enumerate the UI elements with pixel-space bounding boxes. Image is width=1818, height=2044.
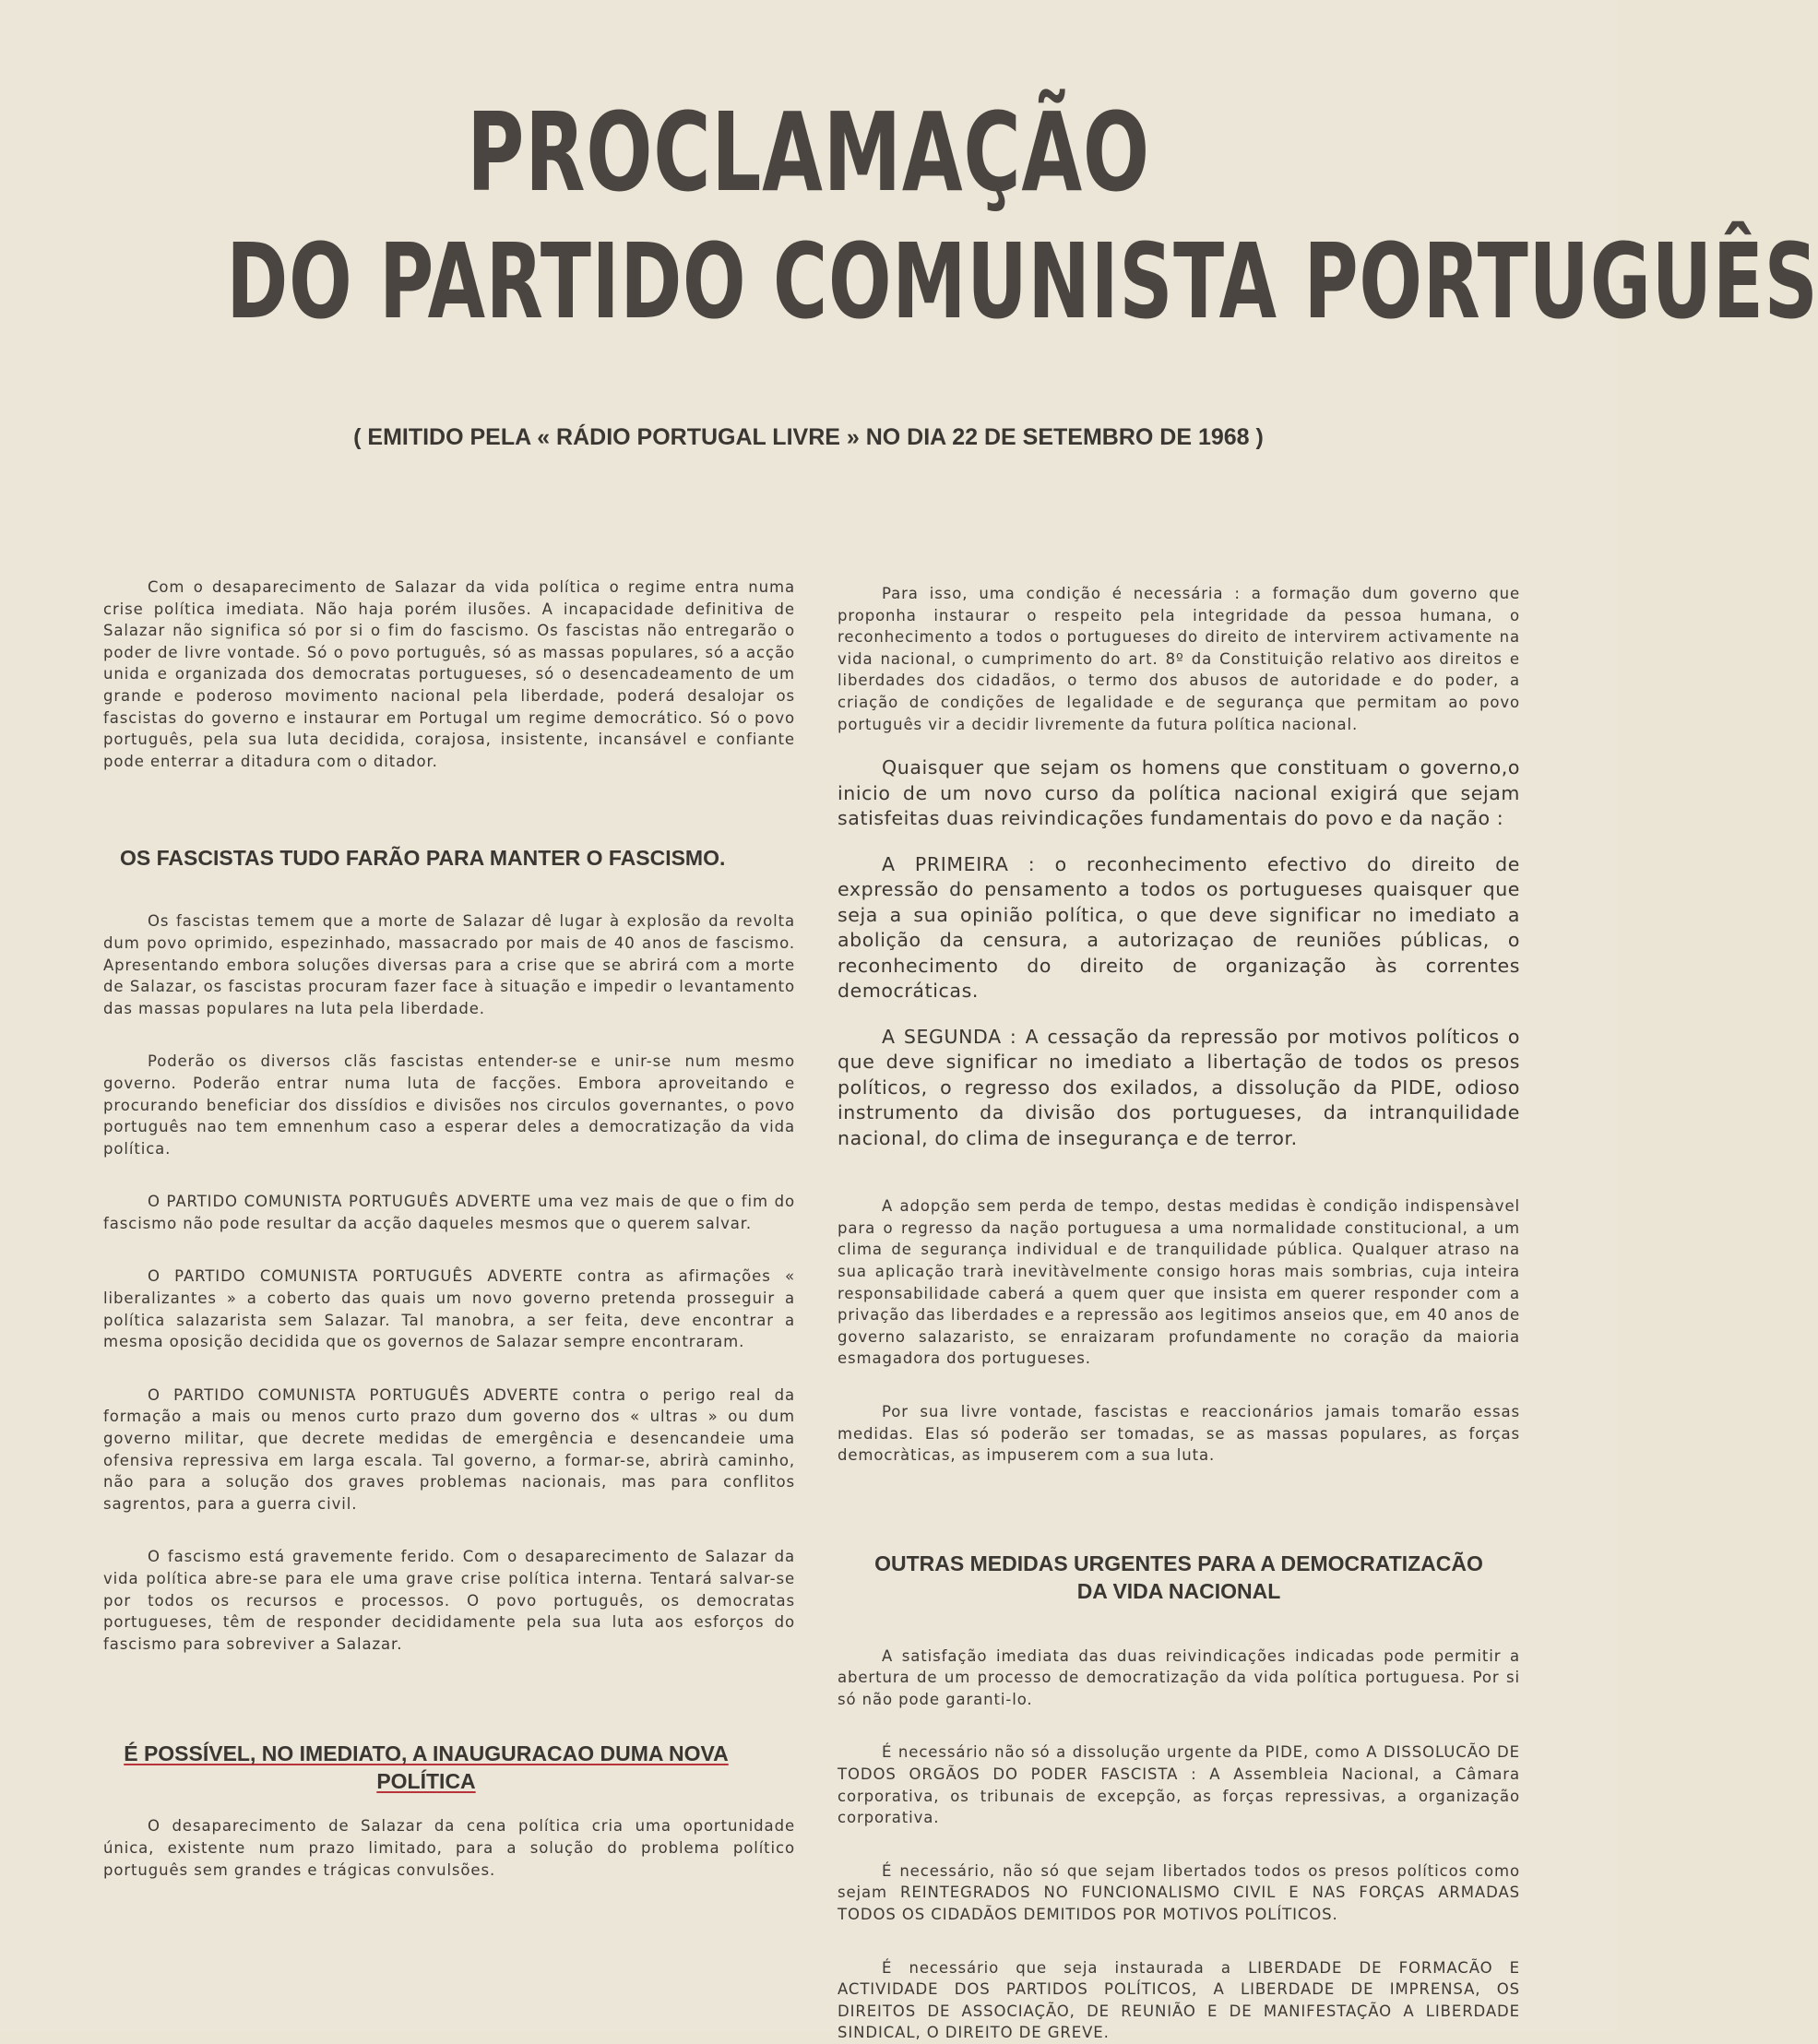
right-heading-medidas xyxy=(838,1550,1520,1605)
right-column xyxy=(838,583,1520,2044)
right-paragraph-6: Por sua livre vontade, fascistas e reaccionários jamais tomarão essas medidas. Elas só poderão ser tomadas, se as massas populares, as forças democràticas, as impuserem com a sua luta. xyxy=(838,1402,1520,1465)
right-paragraph-1: Para isso, uma condição é necessária : a formação dum governo que proponha instaurar o respeito pela integridade da pessoa humana, o reconhecimento a todos o portugueses do direito de intervirem activamente na vida nacional, o cumprimento do art. 8º da Constituição relativo aos direitos e liberdades dos cidadãos, o termo dos abusos de autoridade e do poder, a criação de condições de legalidade e de segurança que permitam ao povo português vir a decidir livremente da futura política nacional. xyxy=(838,585,1520,733)
right-paragraph-4: A SEGUNDA : A cessação da repressão por motivos políticos o que deve significar no imediato a libertação de todos os presos políticos, o regresso dos exilados, a dissolução da PIDE, odioso instrumento da divisão dos portugueses, da intranquilidade nacional, do clima de insegurança e de terror. xyxy=(838,1025,1520,1149)
right-heading-medidas-line-1: OUTRAS MEDIDAS URGENTES PARA A DEMOCRATIZACÃO xyxy=(874,1551,1483,1575)
left-paragraph-7: O fascismo está gravemente ferido. Com o desaparecimento de Salazar da vida política abre-se para ele uma grave crise política interna. Tentará salvar-se por todos os recursos e processos. O povo português, os democratas portugueses, têm de responder decididamente pela sua luta aos esforços do fascismo para sobreviver a Salazar. xyxy=(103,1548,795,1653)
left-heading-possivel xyxy=(103,1740,749,1795)
right-paragraph-10: É necessário que seja instaurada a LIBERDADE DE FORMACÃO E ACTIVIDADE DOS PARTIDOS POLÍTICOS, A LIBERDADE DE IMPRENSA, OS DIREITOS DE ASSOCIAÇÃO, DE REUNIÃO E DE MANIFESTAÇÃO A LIBERDADE SINDICAL, O DIREITO DE GREVE. xyxy=(838,1958,1520,2042)
left-column xyxy=(103,576,795,1881)
title-line-1: PROCLAMAÇÃO xyxy=(467,89,1150,216)
left-heading-possivel-line-1: É POSSÍVEL, NO IMEDIATO, A INAUGURACAO DUMA NOVA xyxy=(124,1741,729,1766)
title-line-2: DO PARTIDO COMUNISTA PORTUGUÊS xyxy=(226,222,1818,342)
left-paragraph-6: O PARTIDO COMUNISTA PORTUGUÊS ADVERTE contra o perigo real da formação a mais ou menos curto prazo dum governo dos « ultras » ou dum governo militar, que decrete medidas de emergência e desencandeie uma ofensiva repressiva em larga escala. Tal governo, a formar-se, abrirà caminho, não para a solução dos graves problemas nacionais, mas para conflitos sagrentos, para a guerra civil. xyxy=(103,1385,795,1513)
right-paragraph-3: A PRIMEIRA : o reconhecimento efectivo do direito de expressão do pensamento a todos os portugueses quaisquer que seja a sua opinião política, o que deve significar no imediato a abolição da censura, a autorizaçao de reuniões públicas, o reconhecimento do direito de organização às correntes democráticas. xyxy=(838,852,1520,1003)
left-paragraph-3: Poderão os diversos clãs fascistas entender-se e unir-se num mesmo governo. Poderão entrar numa luta de facções. Embora aproveitando e procurando beneficiar dos dissídios e divisões nos circulos governantes, o povo português nao tem emnenhum caso a esperar deles a democratização da vida política. xyxy=(103,1052,795,1158)
left-paragraph-4: O PARTIDO COMUNISTA PORTUGUÊS ADVERTE uma vez mais de que o fim do fascismo não pode resultar da acção daqueles mesmos que o querem salvar. xyxy=(103,1193,795,1232)
left-paragraph-5: O PARTIDO COMUNISTA PORTUGUÊS ADVERTE contra as afirmações « liberalizantes » a coberto das quais um novo governo pretenda prosseguir a política salazarista sem Salazar. Tal manobra, a ser feita, deve encontrar a mesma oposição decidida que os governos de Salazar sempre encontraram. xyxy=(103,1267,795,1351)
right-paragraph-9: É necessário, não só que sejam libertados todos os presos políticos como sejam REINTEGRADOS NO FUNCIONALISMO CIVIL E NAS FORÇAS ARMADAS TODOS OS CIDADÃOS DEMITIDOS POR MOTIVOS POLÍTICOS. xyxy=(838,1861,1520,1924)
right-heading-medidas-line-2: DA VIDA NACIONAL xyxy=(1076,1578,1281,1603)
left-paragraph-2: Os fascistas temem que a morte de Salazar dê lugar à explosão da revolta dum povo oprimido, espezinhado, massacrado por mais de 40 anos de fascismo. Apresentando embora soluções diversas para a crise que se abrirá com a morte de Salazar, os fascistas procuram fazer face à situação e impedir o levantamento das massas populares na luta pela liberdade. xyxy=(103,912,795,1017)
subtitle: ( EMITIDO PELA « RÁDIO PORTUGAL LIVRE » NO DIA 22 DE SETEMBRO DE 1968 ) xyxy=(353,424,1264,450)
right-paragraph-5: A adopção sem perda de tempo, destas medidas è condição indispensàvel para o regresso da nação portuguesa a uma normalidade constitucional, a um clima de segurança individual e de tranquilidade pública. Qualquer atraso na sua aplicação trarà inevitàvelmente consigo horas mais sombrias, cuja inteira responsabilidade caberá a quem quer que insista em querer responder com a privação das liberdades e a repressão aos legitimos anseios que, em 40 anos de governo salazaristo, se enraizaram profundamente no coração da maioria esmagadora dos portugueses. xyxy=(838,1197,1520,1368)
left-heading-fascistas: OS FASCISTAS TUDO FARÃO PARA MANTER O FASCISMO. xyxy=(120,846,726,871)
right-paragraph-7: A satisfação imediata das duas reivindicações indicadas pode permitir a abertura de um processo de democratização da vida política portuguesa. Por si só não pode garanti-lo. xyxy=(838,1646,1520,1708)
left-heading-possivel-line-2: POLÍTICA xyxy=(376,1769,476,1794)
left-paragraph-8: O desaparecimento de Salazar da cena política cria uma oportunidade única, existente num prazo limitado, para a solução do problema político português sem grandes e trágicas convulsões. xyxy=(103,1817,795,1879)
header xyxy=(0,88,1818,342)
right-paragraph-2: Quaisquer que sejam os homens que constituam o governo,o inicio de um novo curso da política nacional exigirá que sejam satisfeitas duas reivindicações fundamentais do povo e da nação : xyxy=(838,756,1520,830)
right-paragraph-8: É necessário não só a dissolução urgente da PIDE, como A DISSOLUCÃO DE TODOS ORGÃOS DO PODER FASCISTA : A Assembleia Nacional, a Câmara corporativa, os tribunais de excepção, as forças repressivas, a organização corporativa. xyxy=(838,1743,1520,1827)
left-paragraph-1: Com o desaparecimento de Salazar da vida política o regime entra numa crise política imediata. Não haja porém ilusões. A incapacidade definitiva de Salazar não significa só por si o fim do fascismo. Os fascistas não entregarão o poder de livre vontade. Só o povo português, só as massas populares, só a acção unida e organizada dos democratas portugueses, só o desencadeamento de um grande e poderoso movimento nacional pela liberdade, poderá desalojar os fascistas do governo e instaurar em Portugal um regime democrático. Só o povo português, pela sua luta decidida, corajosa, insistente, incansável e confiante pode enterrar a ditadura com o ditador. xyxy=(103,578,795,770)
